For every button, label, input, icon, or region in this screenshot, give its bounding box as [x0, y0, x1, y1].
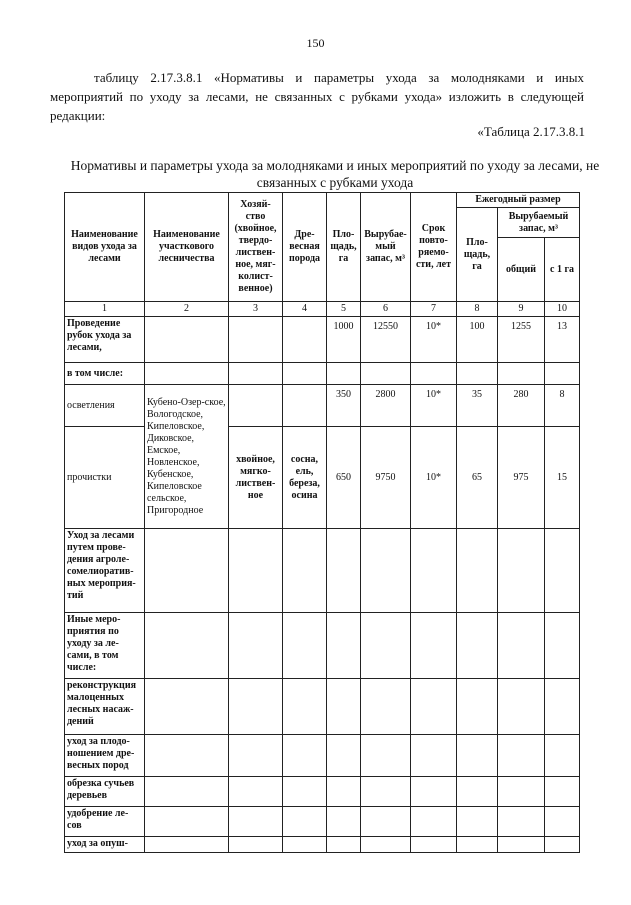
- norms-table: [64, 192, 580, 853]
- header-farming: Хозяй-ство (хвойное, твердо-листвен-ное, мяг-колист-венное): [229, 193, 283, 302]
- header-per-ha: с 1 га: [545, 238, 580, 302]
- col-number: 5: [327, 302, 361, 317]
- intro-paragraph: таблицу 2.17.3.8.1 «Нормативы и параметры ухода за молодняками и иных мероприятий по уходу за лесами, не связанных с рубками ухода» изложить в следующей редакции:: [50, 70, 584, 123]
- col-number: 2: [145, 302, 229, 317]
- col-number: 10: [545, 302, 580, 317]
- col-number: 3: [229, 302, 283, 317]
- table-reference: «Таблица 2.17.3.8.1: [477, 124, 585, 139]
- row-name-other: Иные меро-приятия по уходу за ле-сами, в том числе:: [65, 613, 145, 679]
- clearing-per-ha: 8: [545, 385, 580, 427]
- header-period: Срок повто-ряемо-сти, лет: [411, 193, 457, 302]
- clearing-annual-area: 35: [457, 385, 498, 427]
- header-cut-stock: Вырубаемый запас, м³: [498, 208, 580, 238]
- row-name-pruning: обрезка сучьев деревьев: [65, 777, 145, 807]
- cleaning-stock: 9750: [361, 427, 411, 529]
- cleaning-annual-total: 975: [498, 427, 545, 529]
- header-annual-area: Пло-щадь, га: [457, 208, 498, 302]
- clearing-annual-total: 280: [498, 385, 545, 427]
- row-name-cleaning: прочистки: [65, 427, 145, 529]
- clearing-period: 10*: [411, 385, 457, 427]
- col-number: 1: [65, 302, 145, 317]
- col-number: 8: [457, 302, 498, 317]
- row-name-clearing: осветления: [65, 385, 145, 427]
- thinning-stock: 12550: [361, 317, 411, 363]
- row-including: в том числе:: [65, 363, 145, 385]
- forestries-list: Кубено-Озер-ское, Вологодское, Кипеловское, Диковское, Емское, Новленское, Кубенское, Кипеловское сельское, Пригородное: [145, 385, 229, 529]
- thinning-per-ha: 13: [545, 317, 580, 363]
- row-name-fertilizing: удобрение ле-сов: [65, 807, 145, 837]
- cleaning-period: 10*: [411, 427, 457, 529]
- cleaning-annual-area: 65: [457, 427, 498, 529]
- header-area: Пло-щадь, га: [327, 193, 361, 302]
- cleaning-per-ha: 15: [545, 427, 580, 529]
- thinning-area: 1000: [327, 317, 361, 363]
- species-list: сосна, ель, береза, осина: [283, 427, 327, 529]
- row-name-agro: Уход за лесами путем прове-дения агроле-сомелиоратив-ных мероприя-тий: [65, 529, 145, 613]
- row-name-reconstruction: реконструкция малоценных лесных насаж-дений: [65, 679, 145, 735]
- header-total: общий: [498, 238, 545, 302]
- row-name-thinning: Проведение рубок ухода за лесами,: [65, 317, 145, 363]
- clearing-stock: 2800: [361, 385, 411, 427]
- thinning-annual-total: 1255: [498, 317, 545, 363]
- thinning-annual-area: 100: [457, 317, 498, 363]
- farming-type: хвойное, мягко-листвен-ное: [229, 427, 283, 529]
- header-kind: Наименование видов ухода за лесами: [65, 193, 145, 302]
- header-species: Дре-весная порода: [283, 193, 327, 302]
- col-number: 4: [283, 302, 327, 317]
- page-number: 150: [306, 36, 325, 50]
- col-number: 9: [498, 302, 545, 317]
- thinning-period: 10*: [411, 317, 457, 363]
- col-number: 6: [361, 302, 411, 317]
- col-number: 7: [411, 302, 457, 317]
- header-annual: Ежегодный размер: [457, 193, 580, 208]
- row-name-fruiting: уход за плодо-ношением дре-весных пород: [65, 735, 145, 777]
- header-forestry: Наименование участкового лесничества: [145, 193, 229, 302]
- clearing-area: 350: [327, 385, 361, 427]
- row-name-edge-care: уход за опуш-: [65, 837, 145, 853]
- cleaning-area: 650: [327, 427, 361, 529]
- table-caption: Нормативы и параметры ухода за молодняками и иных мероприятий по уходу за лесами, не связанных с рубками ухода: [70, 158, 600, 190]
- header-stock: Вырубае-мый запас, м³: [361, 193, 411, 302]
